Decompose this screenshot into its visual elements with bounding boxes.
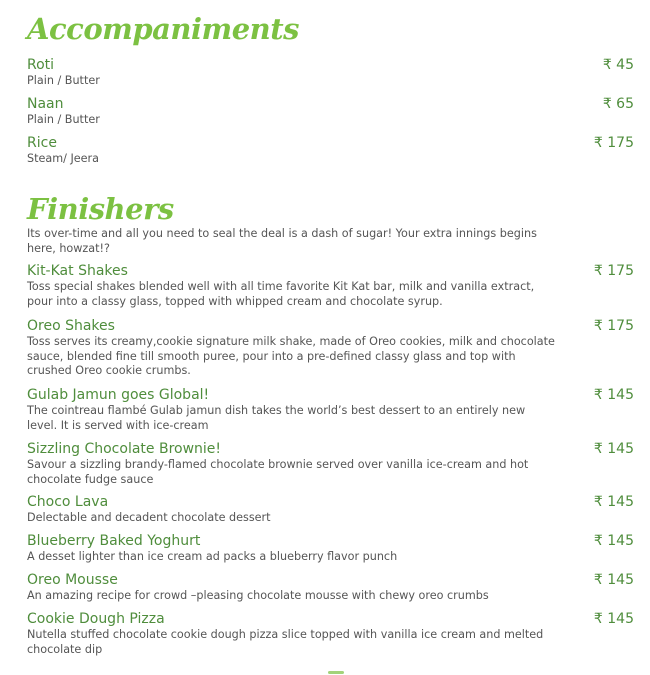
item-price: ₹ 65 [602, 96, 634, 112]
item-price: ₹ 145 [593, 441, 634, 457]
item-description: Nutella stuffed chocolate cookie dough pizza slice topped with vanilla ice cream and melted chocolate dip [27, 628, 544, 656]
item-name: Rice [27, 135, 57, 151]
section-title: Accompaniments [27, 12, 299, 46]
item-name: Roti [27, 57, 55, 73]
item-price: ₹ 145 [593, 387, 634, 403]
item-price: ₹ 145 [593, 611, 634, 627]
item-name: Naan [27, 96, 64, 112]
item-description: A desset lighter than ice cream ad packs a blueberry flavor punch [27, 550, 398, 563]
item-name: Blueberry Baked Yoghurt [27, 533, 201, 549]
menu-item [27, 262, 634, 309]
item-price: ₹ 145 [593, 533, 634, 549]
item-description: Plain / Butter [27, 74, 100, 87]
item-name: Sizzling Chocolate Brownie! [27, 441, 222, 457]
item-price: ₹ 145 [593, 572, 634, 588]
menu-item [27, 532, 634, 565]
item-price: ₹ 175 [593, 318, 634, 334]
menu-item [27, 386, 634, 433]
item-description: An amazing recipe for crowd –pleasing chocolate mousse with chewy oreo crumbs [27, 589, 489, 602]
menu-item [27, 440, 634, 487]
menu-item [27, 317, 634, 379]
section-title: Finishers [27, 192, 174, 226]
item-description: Plain / Butter [27, 113, 100, 126]
menu-item [27, 95, 634, 128]
item-description: The cointreau flambé Gulab jamun dish takes the world’s best dessert to an entirely new level. It is served with ice-cream [27, 404, 526, 432]
item-description: Toss serves its creamy,cookie signature milk shake, made of Oreo cookies, milk and chocolate sauce, blended fine till smooth puree, pour into a pre-defined classy glass and top with crushed Oreo cookie crumbs. [27, 335, 555, 377]
item-name: Gulab Jamun goes Global! [27, 387, 210, 403]
section-finishers [27, 192, 634, 226]
item-name: Kit-Kat Shakes [27, 263, 128, 279]
item-name: Choco Lava [27, 494, 109, 510]
item-price: ₹ 175 [593, 263, 634, 279]
menu-item [27, 493, 634, 526]
section-intro: Its over-time and all you need to seal the deal is a dash of sugar! Your extra innings begins here, howzat!? [27, 227, 537, 255]
item-name: Oreo Shakes [27, 318, 115, 334]
menu-item [27, 134, 634, 167]
item-description: Toss special shakes blended well with all time favorite Kit Kat bar, milk and vanilla extract, pour into a classy glass, topped with whipped cream and chocolate syrup. [27, 280, 535, 308]
item-description: Savour a sizzling brandy-flamed chocolate brownie served over vanilla ice-cream and hot chocolate fudge sauce [27, 458, 529, 486]
item-price: ₹ 145 [593, 494, 634, 510]
item-price: ₹ 45 [602, 57, 634, 73]
cut-off-heading-fragment [328, 671, 344, 674]
item-price: ₹ 175 [593, 135, 634, 151]
menu-item [27, 610, 634, 657]
item-description: Delectable and decadent chocolate dessert [27, 511, 271, 524]
section-accompaniments [27, 12, 634, 46]
menu-item [27, 571, 634, 604]
item-description: Steam/ Jeera [27, 152, 99, 165]
menu-item [27, 56, 634, 89]
item-name: Oreo Mousse [27, 572, 118, 588]
item-name: Cookie Dough Pizza [27, 611, 165, 627]
